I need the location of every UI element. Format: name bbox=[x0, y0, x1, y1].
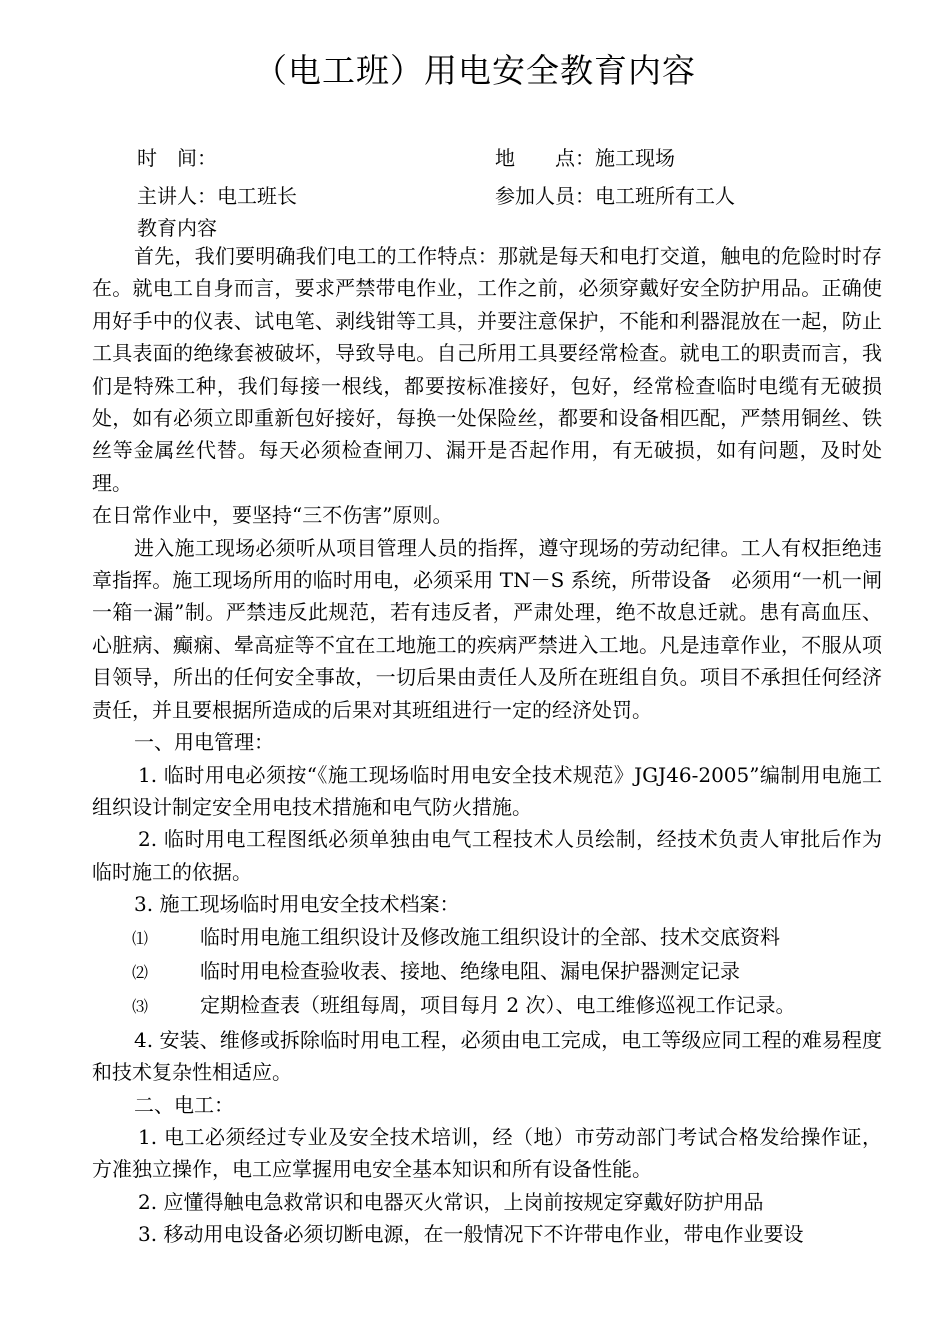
document-body bbox=[92, 240, 882, 1251]
sub-item-3-number: ⑶ bbox=[132, 997, 149, 1017]
sub-item-3 bbox=[92, 989, 882, 1023]
document-title: （电工班）用电安全教育内容 bbox=[254, 51, 696, 90]
speaker-label: 主讲人： bbox=[137, 184, 217, 208]
place-value: 施工现场 bbox=[595, 146, 675, 170]
sub-item-1-text: 临时用电施工组织设计及修改施工组织设计的全部、技术交底资料 bbox=[200, 924, 780, 949]
paragraph-intro: 首先，我们要明确我们电工的工作特点：那就是每天和电打交道，触电的危险时时存在。就电工自身而言，要求严禁带电作业，工作之前，必须穿戴好安全防护用品。正确使用好手中的仪表、试电笔、剥线钳等工具，并要注意保护，不能和利器混放在一起，防止工具表面的绝缘套被破坏，导致导电。自己所用工具要经常检查。就电工的职责而言，我们是特殊工种，我们每接一根线，都要按标准接好，包好，经常检查临时电缆有无破损处，如有必须立即重新包好接好，每换一处保险丝，都要和设备相匹配，严禁用铜丝、铁丝等金属丝代替。每天必须检查闸刀、漏开是否起作用，有无破损，如有问题，及时处理。 bbox=[92, 244, 882, 495]
sub-item-1-number: ⑴ bbox=[132, 928, 149, 948]
section1-item-3: 3. 施工现场临时用电安全技术档案： bbox=[134, 892, 460, 917]
section1-item-2: 2. 临时用电工程图纸必须单独由电气工程技术人员绘制，经技术负责人审批后作为临时施工的依据。 bbox=[92, 827, 882, 884]
section1-heading: 一、用电管理： bbox=[134, 730, 274, 755]
sub-item-2 bbox=[92, 955, 882, 989]
section2-item-3: 3. 移动用电设备必须切断电源，在一般情况下不许带电作业，带电作业要设 bbox=[138, 1222, 804, 1247]
place-field bbox=[495, 144, 675, 172]
sub-item-2-text: 临时用电检查验收表、接地、绝缘电阻、漏电保护器测定记录 bbox=[200, 958, 740, 983]
paragraph-site-rules: 进入施工现场必须听从项目管理人员的指挥，遵守现场的劳动纪律。工人有权拒绝违章指挥。施工现场所用的临时用电，必须采用 TN－S 系统，所带设备 必须用“一机一闸一箱一漏”制。严禁违反此规范，若有违反者，严肃处理，绝不故息迁就。患有高血压、心脏病、癫痫、晕高症等不宜在工地施工的疾病严禁进入工地。凡是违章作业，不服从项目领导，所出的任何安全事故，一切后果由责任人及所在班组自负。项目不承担任何经济责任，并且要根据所造成的后果对其班组进行一定的经济处罚。 bbox=[92, 535, 882, 722]
section2-item-2: 2. 应懂得触电急救常识和电器灭火常识，上岗前按规定穿戴好防护用品 bbox=[138, 1189, 764, 1214]
section1-item-1: 1. 临时用电必须按“《施工现场临时用电安全技术规范》JGJ46-2005”编制用电施工组织设计制定安全用电技术措施和电气防火措施。 bbox=[92, 762, 882, 819]
section2-item-1: 1. 电工必须经过专业及安全技术培训，经（地）市劳动部门考试合格发给操作证，方准独立操作，电工应掌握用电安全基本知识和所有设备性能。 bbox=[92, 1124, 882, 1182]
sub-item-3-text: 定期检查表（班组每周，项目每月 2 次）、电工维修巡视工作记录。 bbox=[200, 993, 796, 1018]
place-label: 地 点： bbox=[495, 146, 595, 170]
participants-field bbox=[495, 182, 735, 210]
section2-heading: 二、电工： bbox=[134, 1092, 234, 1117]
section-label: 教育内容 bbox=[137, 216, 217, 240]
participants-label: 参加人员： bbox=[495, 184, 595, 208]
section1-item-4: 4. 安装、维修或拆除临时用电工程，必须由电工完成，电工等级应同工程的难易程度和技术复杂性相适应。 bbox=[92, 1027, 882, 1085]
speaker-field bbox=[137, 182, 297, 210]
paragraph-principle: 在日常作业中，要坚持“三不伤害”原则。 bbox=[92, 503, 453, 528]
time-label: 时 间： bbox=[137, 146, 217, 170]
sub-item-2-number: ⑵ bbox=[132, 962, 149, 982]
time-field bbox=[137, 144, 217, 172]
sub-item-1 bbox=[92, 921, 882, 955]
participants-value: 电工班所有工人 bbox=[595, 184, 735, 208]
speaker-value: 电工班长 bbox=[217, 184, 297, 208]
